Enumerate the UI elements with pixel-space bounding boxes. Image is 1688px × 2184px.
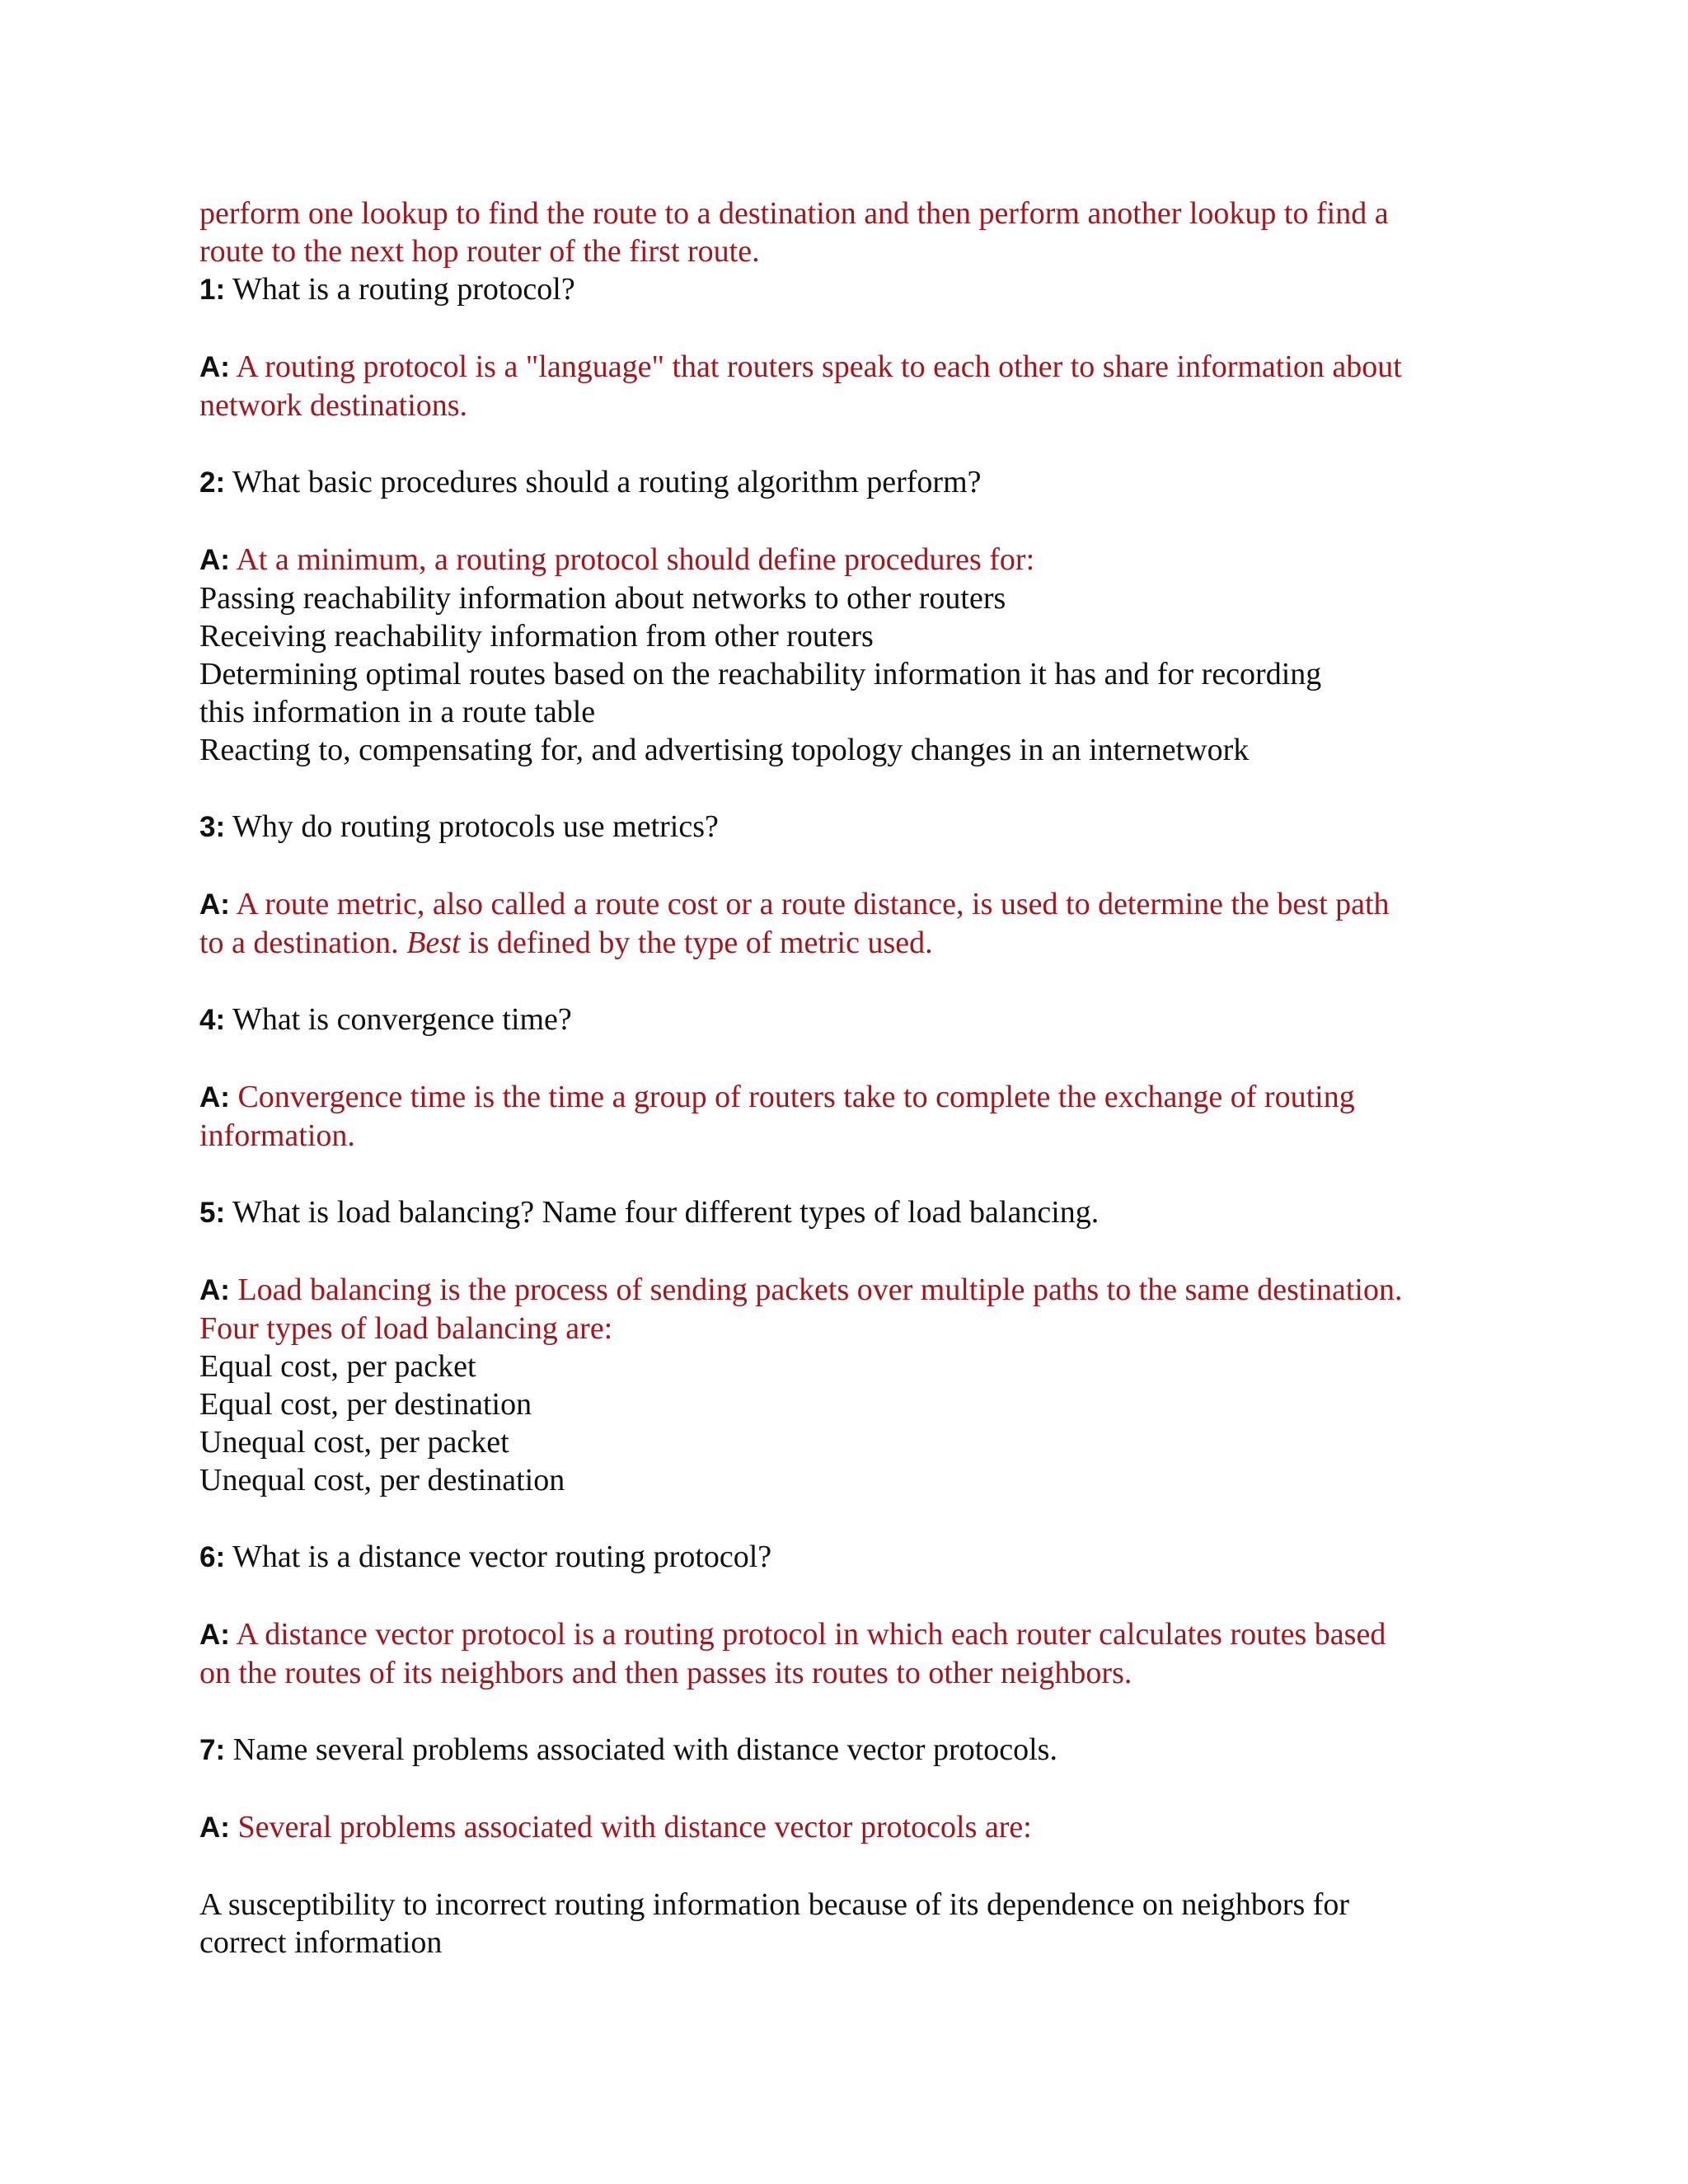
emphasis-text: Best: [406, 926, 461, 960]
question-label: 2:: [199, 466, 226, 499]
list-item: A susceptibility to incorrect routing information because of its dependence on neighbors for: [199, 1887, 1350, 1922]
question-label: 3:: [199, 811, 226, 843]
answer-text: At a minimum, a routing protocol should define procedures for:: [236, 542, 1035, 577]
question-text: Name several problems associated with distance vector protocols.: [232, 1732, 1057, 1767]
list-item: this information in a route table: [199, 695, 596, 729]
answer-label: A:: [199, 888, 230, 921]
answer-text: A route metric, also called a route cost or a route distance, is used to determine the best path: [236, 887, 1390, 921]
list-item: correct information: [199, 1925, 443, 1960]
answer-5: [199, 1271, 1485, 1310]
answer-1: [199, 348, 1485, 387]
question-label: 7:: [199, 1734, 226, 1766]
answer-label: A:: [199, 351, 230, 383]
question-5: [199, 1193, 1485, 1232]
answer-text: information.: [199, 1118, 355, 1153]
list-item: Determining optimal routes based on the reachability information it has and for recording: [199, 657, 1322, 691]
list-item: Passing reachability information about networks to other routers: [199, 581, 1006, 616]
question-label: 6:: [199, 1541, 226, 1573]
list-item: Receiving reachability information from other routers: [199, 619, 874, 654]
answer-text: A distance vector protocol is a routing protocol in which each router calculates routes based: [236, 1617, 1386, 1652]
answer-label: A:: [199, 1081, 230, 1113]
answer-3: [199, 885, 1485, 924]
answer-text: Convergence time is the time a group of routers take to complete the exchange of routing: [237, 1080, 1355, 1114]
answer-text: A routing protocol is a "language" that routers speak to each other to share information about: [236, 349, 1402, 384]
answer-text: network destinations.: [199, 388, 468, 423]
answer-text: Four types of load balancing are:: [199, 1311, 613, 1346]
document-body: [199, 194, 1485, 1961]
question-text: What is convergence time?: [232, 1002, 572, 1037]
question-3: [199, 808, 1485, 846]
answer-2: [199, 541, 1485, 579]
answer-6: [199, 1615, 1485, 1654]
answer-text: Load balancing is the process of sending packets over multiple paths to the same destination.: [237, 1272, 1403, 1307]
question-text: What is load balancing? Name four different types of load balancing.: [232, 1195, 1100, 1230]
question-label: 5:: [199, 1197, 226, 1229]
question-text: Why do routing protocols use metrics?: [232, 809, 719, 844]
question-label: 4:: [199, 1004, 226, 1036]
answer-label: A:: [199, 544, 230, 576]
question-6: [199, 1538, 1485, 1577]
question-1: [199, 270, 1485, 309]
answer-label: A:: [199, 1811, 230, 1844]
answer-text-segment: is defined by the type of metric used.: [460, 926, 933, 960]
list-item: Equal cost, per packet: [199, 1349, 476, 1384]
list-item: Unequal cost, per packet: [199, 1425, 509, 1460]
answer-7: [199, 1808, 1485, 1847]
question-7: [199, 1731, 1485, 1769]
question-2: [199, 463, 1485, 502]
answer-label: A:: [199, 1619, 230, 1651]
answer-text: Several problems associated with distance vector protocols are:: [237, 1810, 1032, 1844]
answer-4: [199, 1078, 1485, 1117]
question-text: What is a routing protocol?: [232, 272, 575, 307]
question-text: What is a distance vector routing protocol?: [232, 1540, 772, 1574]
list-item: Unequal cost, per destination: [199, 1463, 565, 1497]
intro-line: route to the next hop router of the first route.: [199, 234, 760, 269]
list-item: Equal cost, per destination: [199, 1387, 532, 1422]
question-text: What basic procedures should a routing algorithm perform?: [232, 465, 982, 499]
question-label: 1:: [199, 274, 226, 306]
answer-text-segment: to a destination.: [199, 926, 407, 960]
answer-label: A:: [199, 1274, 230, 1306]
answer-text-line: [199, 924, 1485, 962]
question-4: [199, 1001, 1485, 1039]
answer-text: on the routes of its neighbors and then passes its routes to other neighbors.: [199, 1656, 1132, 1690]
intro-line: perform one lookup to find the route to a destination and then perform another lookup to find a: [199, 196, 1389, 231]
list-item: Reacting to, compensating for, and advertising topology changes in an internetwork: [199, 733, 1250, 767]
